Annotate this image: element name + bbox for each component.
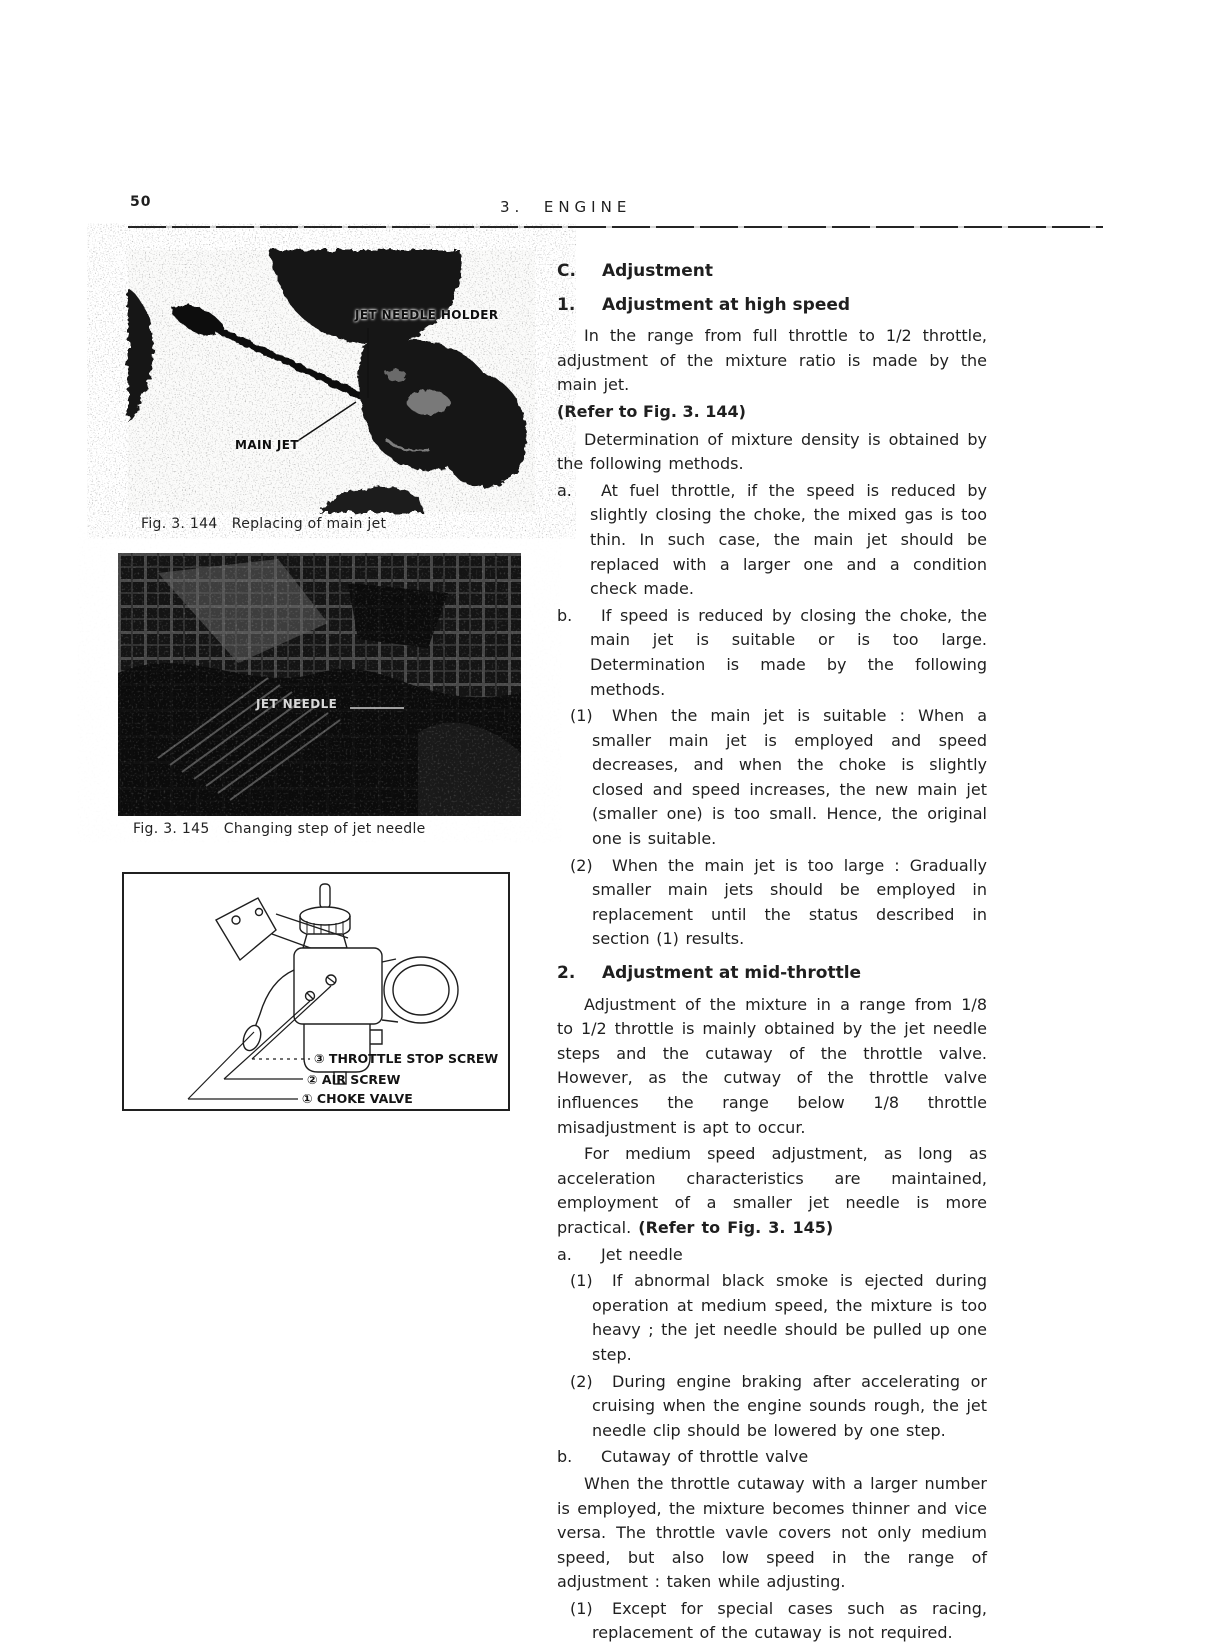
carburetor-diagram	[122, 872, 510, 1111]
section-1-heading	[557, 293, 987, 318]
text-run: When the throttle cutaway with a larger number is employed, the mixture becomes thinner and vice versa. The throttle vavle covers not only medium speed, but also low speed in the range of adjustment : taken while adjusting.	[557, 1473, 987, 1592]
section-c-heading	[557, 259, 987, 284]
item-marker: (2)	[570, 855, 593, 875]
photo-145-art	[118, 553, 521, 816]
para-determination	[557, 428, 987, 477]
para-cutaway	[557, 1472, 987, 1595]
item-marker: a.	[557, 480, 572, 500]
item-marker: (1)	[570, 1598, 593, 1618]
list-item	[557, 1269, 987, 1367]
list-item	[557, 854, 987, 952]
page-number: 50	[130, 194, 152, 210]
list-item	[557, 479, 987, 602]
item-marker: (1)	[570, 1271, 593, 1291]
list-item	[557, 1243, 987, 1268]
photo-144-art	[128, 250, 535, 512]
chapter-title: 3. ENGINE	[500, 198, 632, 216]
item-marker: b.	[557, 605, 573, 625]
label-throttle-stop-screw: ③ THROTTLE STOP SCREW	[314, 1051, 499, 1066]
item-marker: (1)	[570, 706, 593, 726]
list-item	[557, 1445, 987, 1470]
text-run: Adjustment at mid-throttle	[602, 963, 862, 984]
item-marker: a.	[557, 1244, 572, 1264]
para-mid-throttle-intro	[557, 993, 987, 1141]
text-run: At fuel throttle, if the speed is reduced by slightly closing the choke, the mixed gas is too thin. In such case, the main jet should be replaced with a larger one and a condition check made.	[590, 480, 987, 599]
text-run: Cutaway of throttle valve	[601, 1447, 809, 1467]
bold-reference: (Refer to Fig. 3. 145)	[631, 1217, 834, 1237]
text-run: Determination of mixture density is obtained by the following methods.	[557, 429, 987, 474]
text-column	[557, 250, 987, 1648]
photo-label-main-jet: MAIN JET	[235, 438, 299, 452]
photo-label-jet-needle-holder: JET NEEDLE HOLDER	[355, 308, 499, 322]
para-high-speed-intro	[557, 324, 987, 398]
item-marker: b.	[557, 1447, 573, 1467]
label-choke-valve: ① CHOKE VALVE	[302, 1091, 413, 1106]
text-run: In the range from full throttle to 1/2 throttle, adjustment of the mixture ratio is made by the main jet.	[557, 326, 987, 395]
para-medium-speed	[557, 1142, 987, 1240]
photo-label-jet-needle: JET NEEDLE	[256, 697, 338, 711]
item-marker: 2.	[557, 963, 576, 984]
ref-fig-144	[557, 400, 987, 425]
text-run: If abnormal black smoke is ejected during operation at medium speed, the mixture is too heavy ; the jet needle should be pulled up one step.	[592, 1271, 987, 1364]
list-item	[557, 1597, 987, 1646]
list-item	[557, 1370, 987, 1444]
item-marker: 1.	[557, 294, 576, 315]
text-run: Jet needle	[601, 1244, 683, 1264]
text-run: (Refer to Fig. 3. 144)	[557, 401, 746, 421]
text-run: Adjustment	[602, 261, 713, 281]
text-run: When the main jet is suitable : When a smaller main jet is employed and speed decreases, and when the choke is slightly closed and speed increases, the new main jet (smaller one) is too small. Hence, the original one is suitable.	[592, 706, 987, 849]
text-run: Adjustment at high speed	[602, 294, 851, 315]
item-marker: (2)	[570, 1371, 593, 1391]
list-item	[557, 704, 987, 852]
text-run: If speed is reduced by closing the choke, the main jet is suitable or is too large. Determination is made by the following methods.	[590, 605, 987, 699]
text-run: Adjustment of the mixture in a range from 1/8 to 1/2 throttle is mainly obtained by the jet needle steps and the cutaway of the throttle valve. However, as the cutway of the throttle valve influences the range below 1/8 throttle misadjustment is apt to occur.	[557, 994, 987, 1137]
text-run: When the main jet is too large : Gradually smaller main jets should be employed in replacement until the status described in section (1) results.	[592, 855, 987, 949]
header-rule	[128, 226, 1103, 228]
list-item	[557, 604, 987, 702]
text-run: Except for special cases such as racing, replacement of the cutaway is not required.	[592, 1598, 987, 1643]
figure-3-145-caption: Fig. 3. 145 Changing step of jet needle	[133, 821, 426, 837]
figure-3-144-caption: Fig. 3. 144 Replacing of main jet	[141, 516, 387, 532]
section-2-heading	[557, 961, 987, 986]
text-run: During engine braking after accelerating or cruising when the engine sounds rough, the jet needle clip should be lowered by one step.	[592, 1371, 987, 1440]
figure-3-144-photo	[128, 250, 535, 512]
text-run: For medium speed adjustment, as long as acceleration characteristics are maintained, employment of a smaller jet needle is more practical.	[557, 1144, 987, 1237]
figure-3-145-photo	[118, 553, 521, 816]
label-air-screw: ② AIR SCREW	[307, 1072, 401, 1087]
item-marker: C.	[557, 261, 576, 281]
